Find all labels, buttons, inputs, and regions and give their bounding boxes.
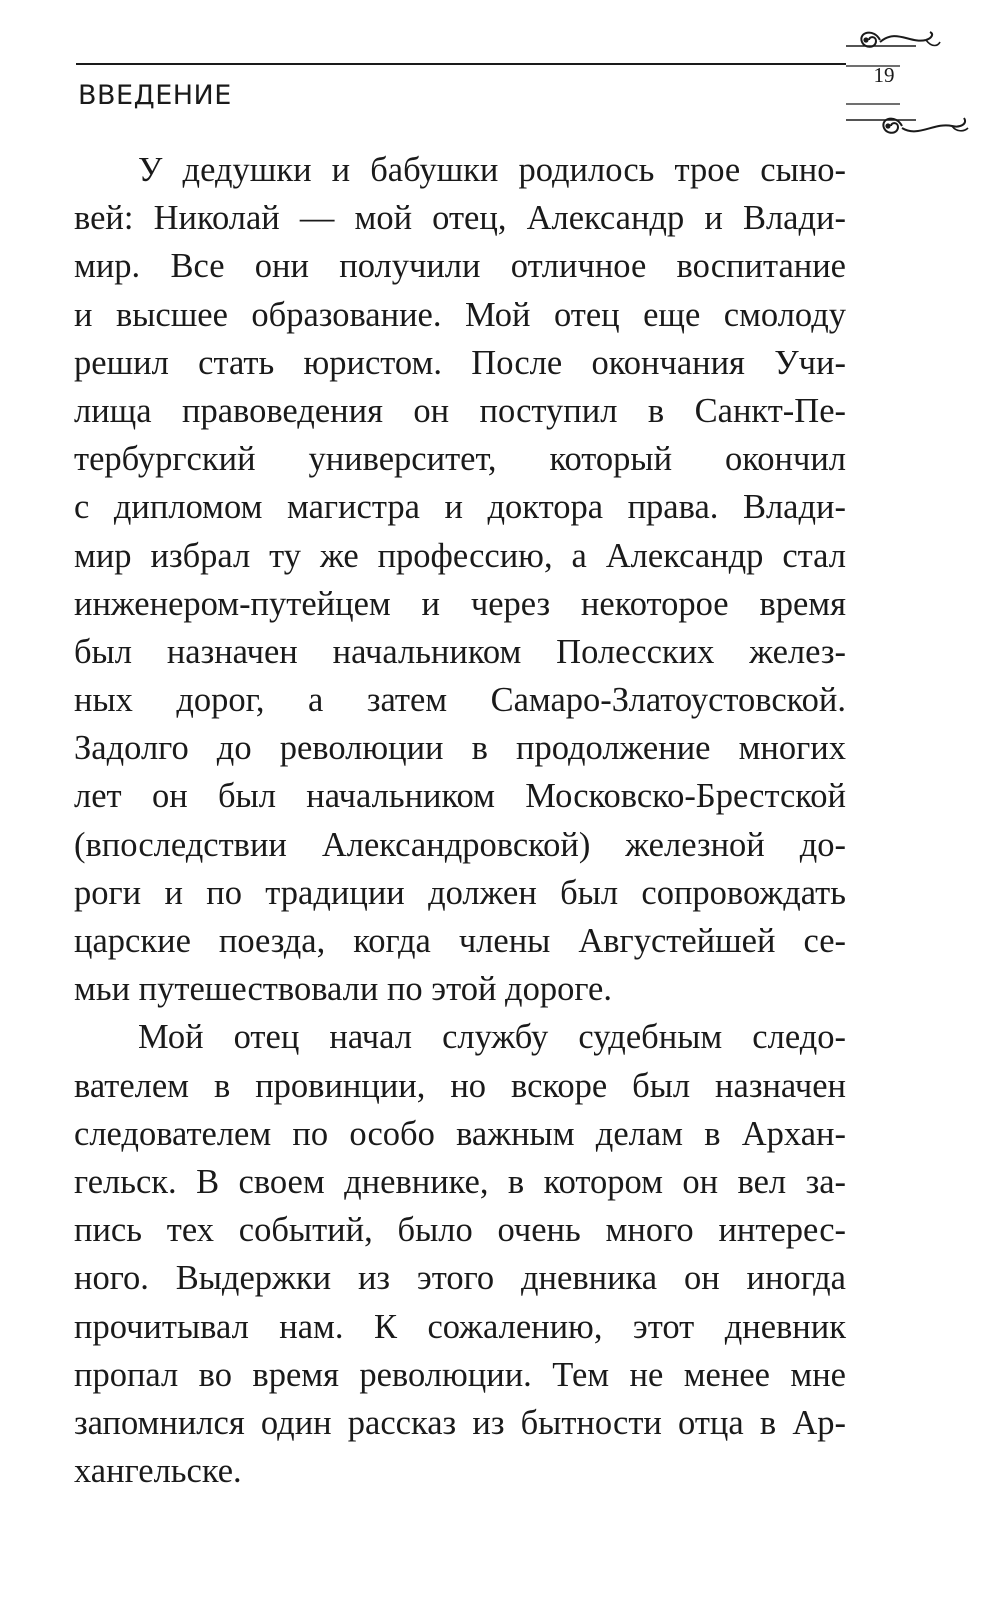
paragraph-1	[74, 146, 846, 1013]
text-line: ных дорог, а затем Самаро-Златоустовской.	[74, 681, 846, 720]
text-line: и высшее образование. Мой отец еще смолоду	[74, 295, 846, 334]
header-rule	[76, 63, 846, 65]
text-line: пись тех событий, было очень много интерес-	[74, 1211, 846, 1250]
text-line: хангельске.	[74, 1452, 242, 1491]
text-line: царские поезда, когда члены Августейшей се-	[74, 922, 846, 960]
text-line: Задолго до революции в продолжение многих	[74, 729, 846, 768]
text-line: пропал во время революции. Тем не менее мне	[74, 1355, 846, 1394]
text-line: У дедушки и бабушки родилось трое сыно-	[138, 151, 846, 189]
text-line: лища правоведения он поступил в Санкт-Пе-	[74, 391, 846, 430]
scroll-flourish-icon	[838, 18, 988, 168]
text-line: следователем по особо важным делам в Архан-	[74, 1114, 846, 1153]
text-line: гельск. В своем дневнике, в котором он вел за-	[74, 1162, 846, 1201]
text-line: решил стать юристом. После окончания Учи-	[74, 343, 846, 382]
text-line: лет он был начальником Московско-Брестской	[74, 777, 846, 816]
text-line: мир. Все они получили отличное воспитание	[74, 247, 846, 286]
text-line: вателем в провинции, но вскоре был назначен	[74, 1066, 846, 1105]
text-line: инженером-путейцем и через некоторое время	[74, 584, 846, 623]
paragraph-2	[74, 1013, 846, 1495]
text-line: мир избрал ту же профессию, а Александр стал	[74, 536, 846, 575]
text-line: ного. Выдержки из этого дневника он иногда	[74, 1259, 846, 1298]
text-line: был назначен начальником Полесских желез-	[74, 632, 846, 671]
text-line: запомнился один рассказ из бытности отца в Ар-	[74, 1403, 846, 1442]
body-text	[74, 146, 846, 1495]
text-line: роги и по традиции должен был сопровождать	[74, 873, 846, 912]
text-line: вей: Николай — мой отец, Александр и Влади-	[74, 199, 846, 238]
text-line: тербургский университет, который окончил	[74, 440, 846, 479]
section-title: ВВЕДЕНИЕ	[78, 80, 232, 111]
text-line: прочитывал нам. К сожалению, этот дневник	[74, 1307, 846, 1346]
text-line: (впоследствии Александровской) железной до-	[74, 825, 846, 864]
page-number: 19	[873, 63, 895, 87]
text-line: с дипломом магистра и доктора права. Влади-	[74, 488, 846, 527]
text-line: мьи путешествовали по этой дороге.	[74, 970, 612, 1009]
text-line: Мой отец начал службу судебным следо-	[138, 1018, 846, 1057]
